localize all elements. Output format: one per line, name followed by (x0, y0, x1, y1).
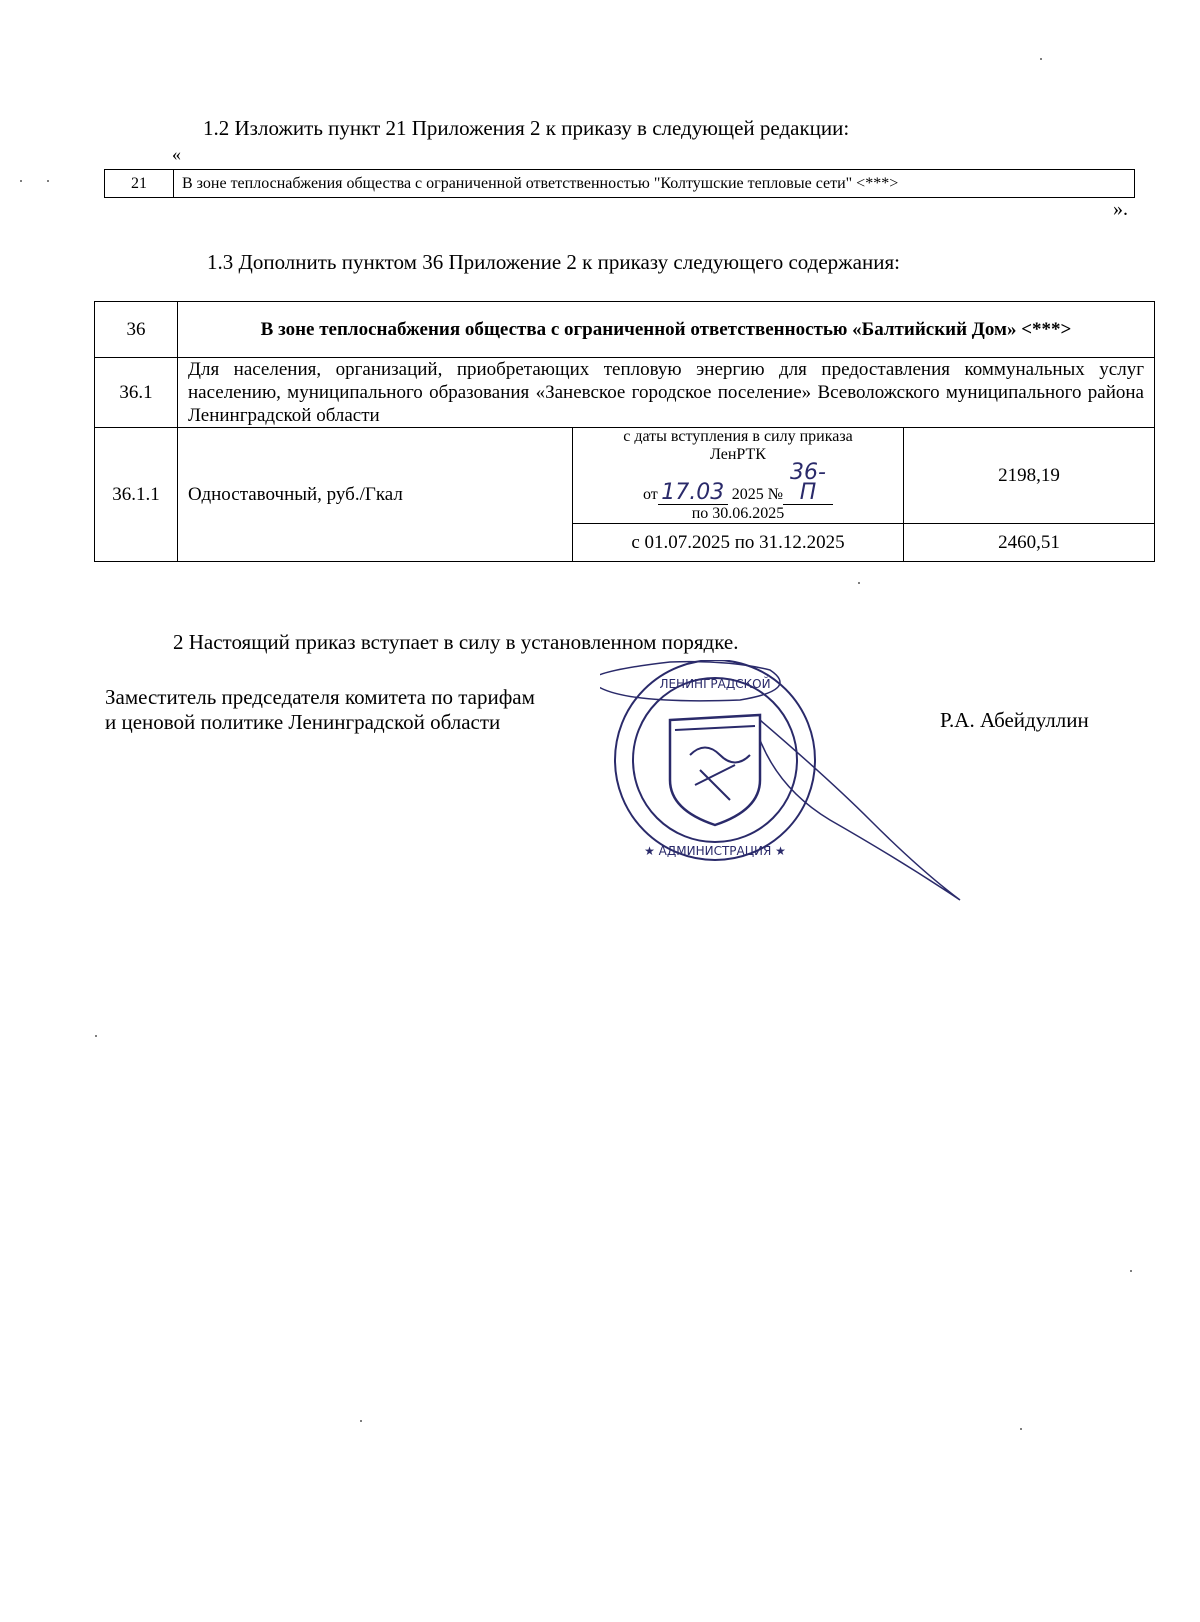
svg-text:ЛЕНИНГРАДСКОЙ: ЛЕНИНГРАДСКОЙ (659, 677, 771, 691)
signature-position-line1: Заместитель председателя комитета по тарифам (105, 685, 535, 709)
table-row-21 (104, 169, 1135, 198)
quote-open: « (172, 144, 181, 164)
scan-speck (1130, 1270, 1132, 1272)
scan-speck (858, 582, 860, 584)
row-36-1-text: Для населения, организаций, приобретающих тепловую энергию для предоставления коммунальных услуг населению, муниципального образования «Заневское городское поселение» Всеволожского муниципального района Ленинградской области (178, 358, 1155, 428)
period-2: с 01.07.2025 по 31.12.2025 (573, 524, 904, 562)
scan-speck (95, 1035, 97, 1037)
stamp-seal-icon (600, 660, 980, 910)
handwritten-number: 36-П (790, 460, 826, 505)
section-2-text: 2 Настоящий приказ вступает в силу в установленном порядке. (173, 630, 739, 654)
signature-position-line2: и ценовой политике Ленинградской области (105, 710, 501, 734)
scan-speck (1020, 1428, 1022, 1430)
period-1-cell (573, 428, 904, 524)
signature-name: Р.А. Абейдуллин (940, 708, 1089, 732)
period-1-year: 2025 (731, 486, 764, 503)
period-1-no: № (767, 486, 784, 503)
row-36-1-number: 36.1 (95, 358, 178, 428)
period-1-line1: с даты вступления в силу приказа (623, 428, 853, 445)
row-36-1-1-label: Одноставочный, руб./Гкал (178, 428, 573, 562)
handwritten-date: 17.03 (661, 480, 725, 505)
signature-position (105, 685, 535, 735)
section-1-2-text: 1.2 Изложить пункт 21 Приложения 2 к приказу в следующей редакции: (203, 116, 850, 140)
period-1-line3 (573, 460, 903, 505)
quote-close: ». (1113, 198, 1128, 220)
period-1-from: от (642, 486, 658, 503)
row-21-text: В зоне теплоснабжения общества с ограниченной ответственностью "Колтушские тепловые сети" <***> (174, 170, 1135, 198)
row-36-1-1-number: 36.1.1 (95, 428, 178, 562)
value-1: 2198,19 (904, 428, 1155, 524)
value-2: 2460,51 (904, 524, 1155, 562)
row-36-text: В зоне теплоснабжения общества с ограниченной ответственностью «Балтийский Дом» <***> (178, 302, 1155, 358)
table-row-36 (94, 301, 1155, 562)
period-1-line2: ЛенРТК (710, 446, 766, 463)
svg-text:★ АДМИНИСТРАЦИЯ ★: ★ АДМИНИСТРАЦИЯ ★ (644, 844, 786, 858)
row-36-number: 36 (95, 302, 178, 358)
scan-speck (1040, 58, 1042, 60)
section-1-3-text: 1.3 Дополнить пунктом 36 Приложение 2 к приказу следующего содержания: (207, 250, 900, 274)
scan-speck (20, 180, 22, 182)
row-21-number: 21 (105, 170, 174, 198)
scan-speck (47, 180, 49, 182)
official-stamp (600, 660, 980, 915)
scan-speck (360, 1420, 362, 1422)
period-1-line4: по 30.06.2025 (691, 505, 785, 522)
